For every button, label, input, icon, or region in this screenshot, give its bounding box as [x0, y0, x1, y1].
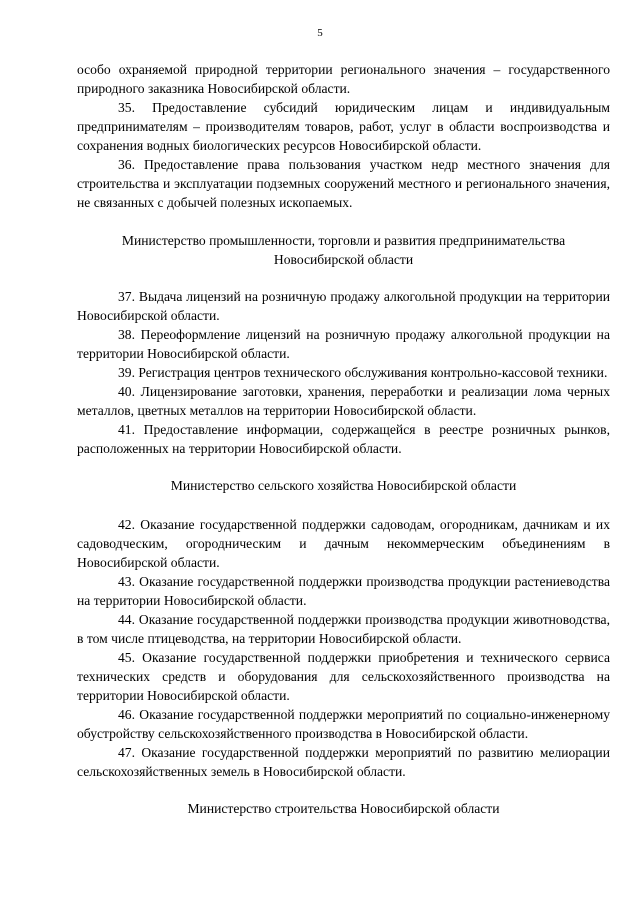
list-item-41: 41. Предоставление информации, содержащейся в реестре розничных рынков, расположенных на территории Новосибирской области.: [77, 422, 610, 456]
list-item-43: 43. Оказание государственной поддержки производства продукции растениеводства на территории Новосибирской области.: [77, 574, 610, 608]
list-item-44: 44. Оказание государственной поддержки производства продукции животноводства, в том числе птицеводства, на территории Новосибирской области.: [77, 612, 610, 646]
list-item-38: 38. Переоформление лицензий на розничную продажу алкогольной продукции на территории Новосибирской области.: [77, 327, 610, 361]
list-item-35: 35. Предоставление субсидий юридическим лицам и индивидуальным предпринимателям – производителям товаров, работ, услуг в области воспроизводства и сохранения водных биологических ресурсов Новосибирской области.: [77, 100, 610, 153]
section-heading-industry: Министерство промышленности, торговли и развития предпринимательства Новосибирской области: [121, 233, 566, 267]
list-item-36: 36. Предоставление права пользования участком недр местного значения для строительства и эксплуатации подземных сооружений местного и регионального значения, не связанных с добычей полезных ископаемых.: [77, 157, 610, 210]
list-item-39: 39. Регистрация центров технического обслуживания контрольно-кассовой техники.: [118, 365, 608, 380]
list-item-46: 46. Оказание государственной поддержки мероприятий по социально-инженерному обустройству сельскохозяйственного производства в Новосибирской области.: [77, 707, 610, 741]
list-item-42: 42. Оказание государственной поддержки садоводам, огородникам, дачникам и их садоводческим, огородническим и дачным некоммерческим объединениям в Новосибирской области.: [77, 517, 610, 570]
section-heading-agriculture: Министерство сельского хозяйства Новосибирской области: [170, 478, 517, 493]
paragraph-continuation: особо охраняемой природной территории регионального значения – государственного природного заказника Новосибирской области.: [77, 62, 610, 96]
list-item-45: 45. Оказание государственной поддержки приобретения и технического сервиса технических средств и оборудования для сельскохозяйственного производства на территории Новосибирской области.: [77, 650, 610, 703]
list-item-37: 37. Выдача лицензий на розничную продажу алкогольной продукции на территории Новосибирской области.: [77, 289, 610, 323]
list-item-40: 40. Лицензирование заготовки, хранения, переработки и реализации лома черных металлов, цветных металлов на территории Новосибирской области.: [77, 384, 610, 418]
section-heading-construction: Министерство строительства Новосибирской области: [187, 801, 500, 816]
list-item-47: 47. Оказание государственной поддержки мероприятий по развитию мелиорации сельскохозяйственных земель в Новосибирской области.: [77, 745, 610, 779]
page-number: 5: [317, 27, 323, 39]
